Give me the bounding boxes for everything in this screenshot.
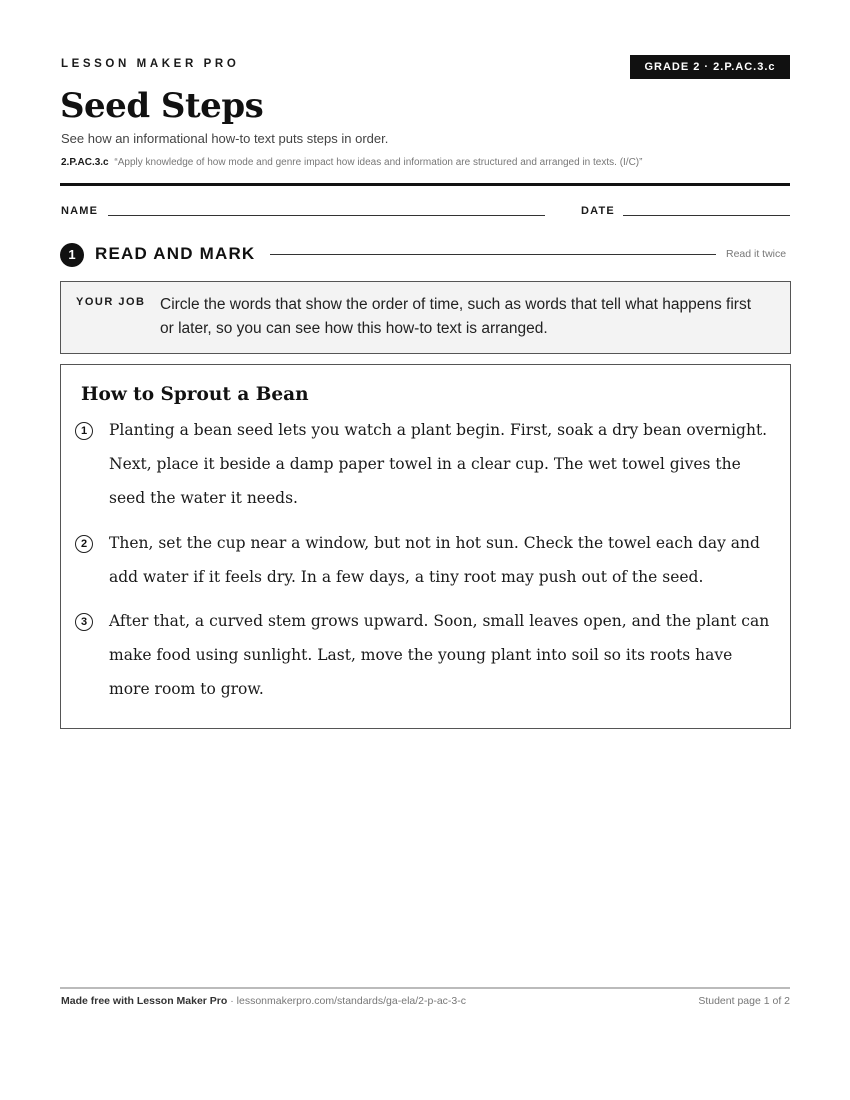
page-title: Seed Steps bbox=[60, 86, 264, 126]
footer-separator: · bbox=[227, 995, 237, 1007]
job-instructions-box bbox=[60, 281, 791, 354]
standard-code: 2.P.AC.3.c bbox=[61, 157, 109, 168]
footer-url[interactable]: lessonmakerpro.com/standards/ga-ela/2-p-ac-3-c bbox=[236, 995, 467, 1007]
page-number: Student page 1 of 2 bbox=[698, 995, 790, 1007]
section-number-badge: 1 bbox=[60, 243, 84, 267]
paragraph-number: 1 bbox=[75, 422, 93, 440]
passage-title: How to Sprout a Bean bbox=[81, 384, 309, 405]
grade-badge: GRADE 2 · 2.P.AC.3.c bbox=[630, 55, 790, 79]
section-title: READ AND MARK bbox=[95, 244, 256, 263]
date-write-line[interactable] bbox=[623, 215, 790, 216]
brand-name: LESSON MAKER PRO bbox=[61, 58, 240, 70]
footer-credit bbox=[61, 995, 466, 1007]
job-text: Circle the words that show the order of time, such as words that tell what happens first or later, so you can see how this how-to text is arranged. bbox=[160, 296, 751, 337]
standard-line bbox=[61, 157, 642, 168]
paragraph-text: Then, set the cup near a window, but not in hot sun. Check the towel each day and add water if it feels dry. In a few days, a tiny root may push out of the seed. bbox=[109, 534, 760, 586]
standard-text: “Apply knowledge of how mode and genre impact how ideas and information are structured and arranged in texts. (I/C)” bbox=[114, 157, 643, 168]
paragraph-number: 3 bbox=[75, 613, 93, 631]
footer-divider bbox=[60, 987, 790, 989]
paragraph-number: 2 bbox=[75, 535, 93, 553]
job-label: YOUR JOB bbox=[76, 296, 146, 308]
section-hint: Read it twice bbox=[726, 248, 787, 260]
reading-passage bbox=[60, 364, 791, 729]
name-write-line[interactable] bbox=[108, 215, 545, 216]
paragraph-text: After that, a curved stem grows upward. Soon, small leaves open, and the plant can make food using sunlight. Last, move the young plant into soil so its roots have more room to grow. bbox=[109, 612, 770, 698]
name-label: NAME bbox=[61, 205, 99, 217]
paragraph-text: Planting a bean seed lets you watch a plant begin. First, soak a dry bean overnight. Next, place it beside a damp paper towel in a clear cup. The wet towel gives the seed the water it needs. bbox=[109, 421, 768, 507]
page-subtitle: See how an informational how-to text puts steps in order. bbox=[61, 131, 389, 146]
date-label: DATE bbox=[581, 205, 615, 217]
footer-brand: Made free with Lesson Maker Pro bbox=[61, 995, 228, 1007]
section-divider bbox=[270, 254, 716, 255]
header-divider bbox=[60, 183, 790, 186]
